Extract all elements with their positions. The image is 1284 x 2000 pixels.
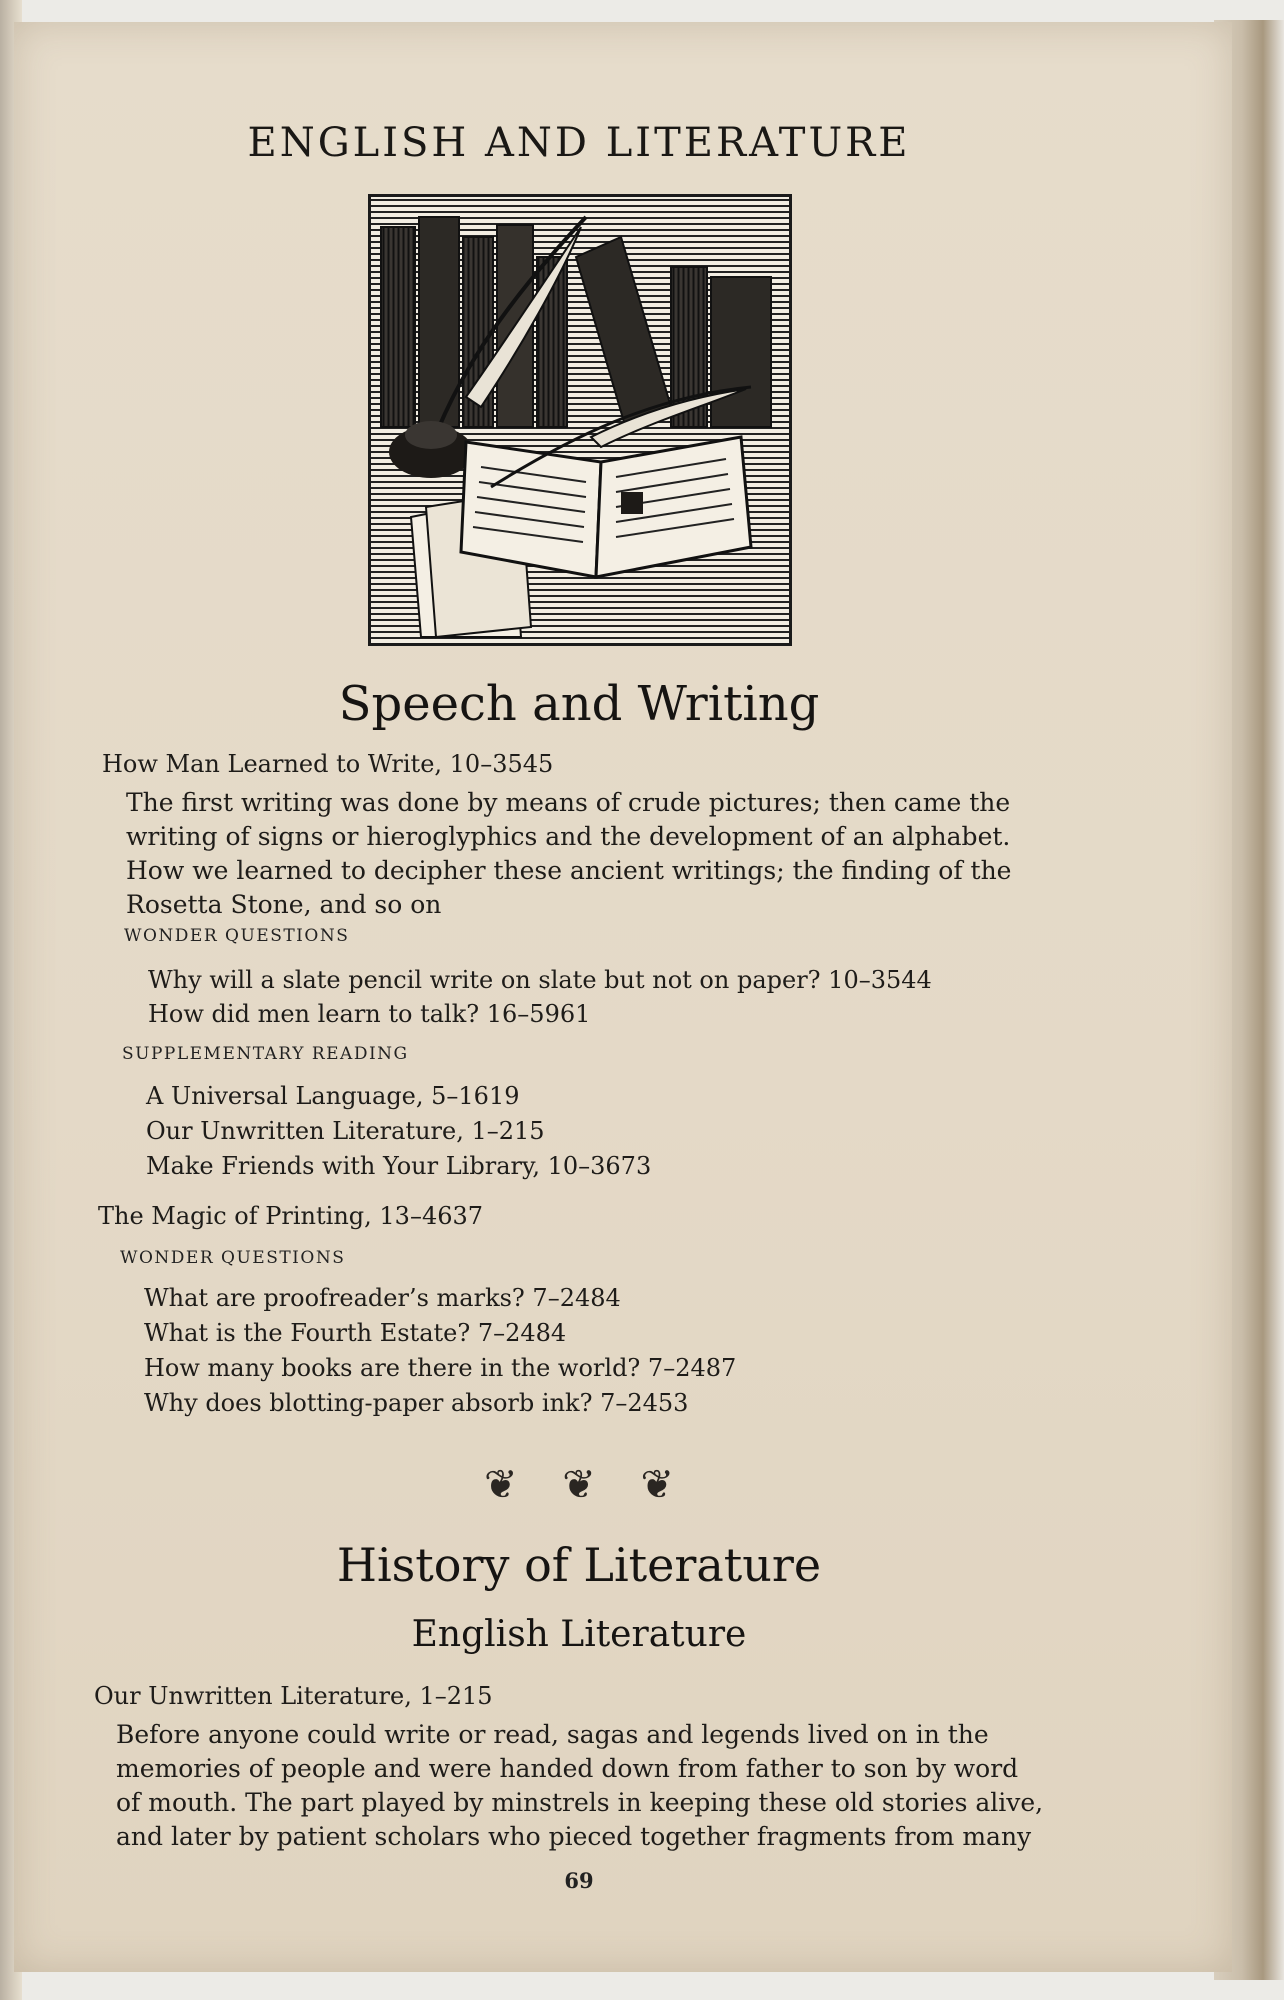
speech-writing-title: Speech and Writing: [338, 676, 820, 732]
book-page: [14, 22, 1232, 1972]
desc-line: writing of signs or hieroglyphics and the development of an alphabet.: [126, 822, 1011, 851]
desc-line: of mouth. The part played by minstrels in keeping these old stories alive,: [116, 1788, 1044, 1817]
entry-title-magic-printing: The Magic of Printing, 13–4637: [98, 1202, 484, 1230]
fleuron-icon: ❦: [484, 1462, 518, 1508]
entry-title-unwritten-literature: Our Unwritten Literature, 1–215: [94, 1682, 493, 1710]
history-literature-title: History of Literature: [336, 1538, 822, 1592]
wonder-questions-label: WONDER QUESTIONS: [124, 926, 350, 946]
fleuron-icon: ❦: [562, 1462, 596, 1508]
entry-description: [126, 786, 1040, 922]
section-ornaments: [484, 1462, 674, 1508]
entry-title-how-man-learned: How Man Learned to Write, 10–3545: [102, 750, 554, 778]
page-number: 69: [564, 1868, 594, 1893]
supplementary-reading-label: SUPPLEMENTARY READING: [122, 1044, 409, 1064]
wonder-questions-label: WONDER QUESTIONS: [120, 1248, 346, 1268]
wonder-question: Why will a slate pencil write on slate but not on paper? 10–3544: [148, 966, 932, 994]
wonder-question: How did men learn to talk? 16–5961: [148, 1000, 591, 1028]
english-literature-subtitle: English Literature: [411, 1614, 747, 1655]
desc-line: How we learned to decipher these ancient writings; the finding of the: [126, 856, 1012, 885]
entry-description: [116, 1718, 1044, 1854]
books-quill-illustration: [368, 194, 792, 646]
wonder-question: What is the Fourth Estate? 7–2484: [144, 1319, 567, 1347]
supplementary-item: Make Friends with Your Library, 10–3673: [146, 1152, 652, 1180]
woodcut-image: [371, 197, 789, 643]
supplementary-item: A Universal Language, 5–1619: [146, 1082, 520, 1110]
wonder-question: Why does blotting-paper absorb ink? 7–2453: [144, 1389, 689, 1417]
wonder-question: What are proofreader’s marks? 7–2484: [144, 1284, 621, 1312]
supplementary-item: Our Unwritten Literature, 1–215: [146, 1117, 545, 1145]
desc-line: memories of people and were handed down from father to son by word: [116, 1754, 1019, 1783]
desc-line: Rosetta Stone, and so on: [126, 890, 442, 919]
desc-line: Before anyone could write or read, sagas and legends lived on in the: [116, 1720, 989, 1749]
wonder-question: How many books are there in the world? 7–2487: [144, 1354, 737, 1382]
desc-line: and later by patient scholars who pieced together fragments from many: [116, 1822, 1032, 1851]
fleuron-icon: ❦: [640, 1462, 674, 1508]
page-header: ENGLISH AND LITERATURE: [247, 120, 911, 166]
desc-line: The first writing was done by means of crude pictures; then came the: [126, 788, 1011, 817]
